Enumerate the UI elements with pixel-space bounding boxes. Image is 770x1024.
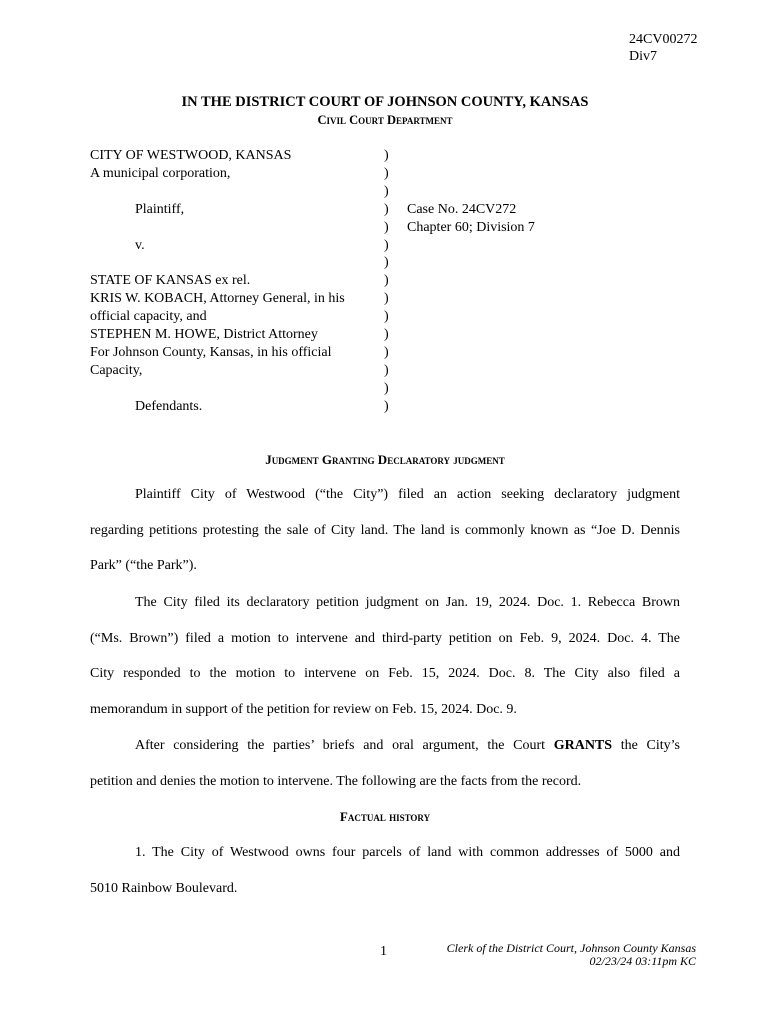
case-number: Case No. 24CV272 [407, 202, 517, 217]
judgment-heading: Judgment Granting Declaratory judgment [265, 452, 505, 467]
paragraph-line: regarding petitions protesting the sale of City land. The land is commonly known as “Joe D. Dennis [90, 522, 680, 538]
caption-paren: ) [384, 362, 389, 378]
paragraph-line: After considering the parties’ briefs and oral argument, the Court GRANTS the City’s [135, 738, 680, 753]
caption-paren: ) [384, 148, 389, 163]
paragraph-intro [90, 477, 680, 584]
case-chapter: Chapter 60; Division 7 [407, 219, 535, 235]
paragraph-line: memorandum in support of the petition for review on Feb. 15, 2024. Doc. 9. [90, 702, 517, 718]
paragraph-line: City responded to the motion to intervene on Feb. 15, 2024. Doc. 8. The City also filed a [90, 666, 680, 682]
caption-paren: ) [384, 219, 389, 235]
paragraph-line: Park” (“the Park”). [90, 558, 197, 574]
plaintiff-label: Plaintiff, [135, 201, 185, 217]
caption-paren: ) [384, 201, 389, 217]
defendant-line: STATE OF KANSAS ex rel. [90, 273, 251, 289]
caption-paren: ) [384, 309, 389, 325]
paragraph-line: petition and denies the motion to intervene. The following are the facts from the record. [90, 773, 582, 789]
caption-paren: ) [384, 380, 389, 396]
caption-paren: ) [384, 165, 389, 181]
case-id-stamp [629, 31, 697, 65]
paragraph-fact-1 [90, 835, 680, 906]
page-number: 1 [380, 944, 387, 959]
caption-paren: ) [384, 237, 389, 253]
paragraph-line: 5010 Rainbow Boulevard. [90, 880, 238, 896]
factual-history-heading: Factual history [339, 809, 431, 824]
filing-timestamp: 02/23/24 03:11pm KC [589, 954, 696, 968]
court-title: IN THE DISTRICT COURT OF JOHNSON COUNTY, KANSAS [181, 94, 589, 110]
versus-label: v. [135, 237, 145, 253]
paragraph-line: 1. The City of Westwood owns four parcels of land with common addresses of 5000 and [135, 845, 680, 860]
caption-paren: ) [384, 183, 389, 199]
paragraph-line: (“Ms. Brown”) filed a motion to intervene and third-party petition on Feb. 9, 2024. Doc. 4. The [90, 630, 680, 646]
plaintiff-name: CITY OF WESTWOOD, KANSAS [90, 148, 292, 163]
caption-paren: ) [384, 398, 389, 414]
plaintiff-description: A municipal corporation, [90, 165, 231, 181]
case-caption-parties [90, 147, 345, 416]
case-number-block [407, 201, 535, 237]
caption-paren: ) [384, 291, 389, 307]
paragraph-ruling [90, 728, 680, 799]
clerk-office: Clerk of the District Court, Johnson County Kansas [446, 941, 696, 955]
caption-paren: ) [384, 327, 389, 343]
case-division: Div7 [629, 49, 657, 64]
grants-emphasis: GRANTS [553, 738, 613, 753]
defendant-label: Defendants. [135, 398, 203, 414]
defendant-line: official capacity, and [90, 309, 207, 325]
court-department: Civil Court Department [317, 113, 453, 127]
paragraph-line: The City filed its declaratory petition judgment on Jan. 19, 2024. Doc. 1. Rebecca Brown [135, 595, 680, 610]
caption-paren: ) [384, 273, 389, 289]
caption-parenthesis-column [384, 147, 389, 416]
paragraph-line: Plaintiff City of Westwood (“the City”) filed an action seeking declaratory judgment [135, 487, 680, 502]
defendant-line: KRIS W. KOBACH, Attorney General, in his [90, 291, 345, 307]
defendant-line: STEPHEN M. HOWE, District Attorney [90, 327, 318, 343]
paragraph-procedural-history [90, 585, 680, 728]
caption-paren: ) [384, 255, 389, 271]
defendant-line: For Johnson County, Kansas, in his official [90, 344, 332, 360]
case-id-number: 24CV00272 [629, 32, 698, 47]
caption-paren: ) [384, 344, 389, 360]
defendant-line: Capacity, [90, 362, 143, 378]
clerk-filing-stamp [447, 942, 696, 968]
